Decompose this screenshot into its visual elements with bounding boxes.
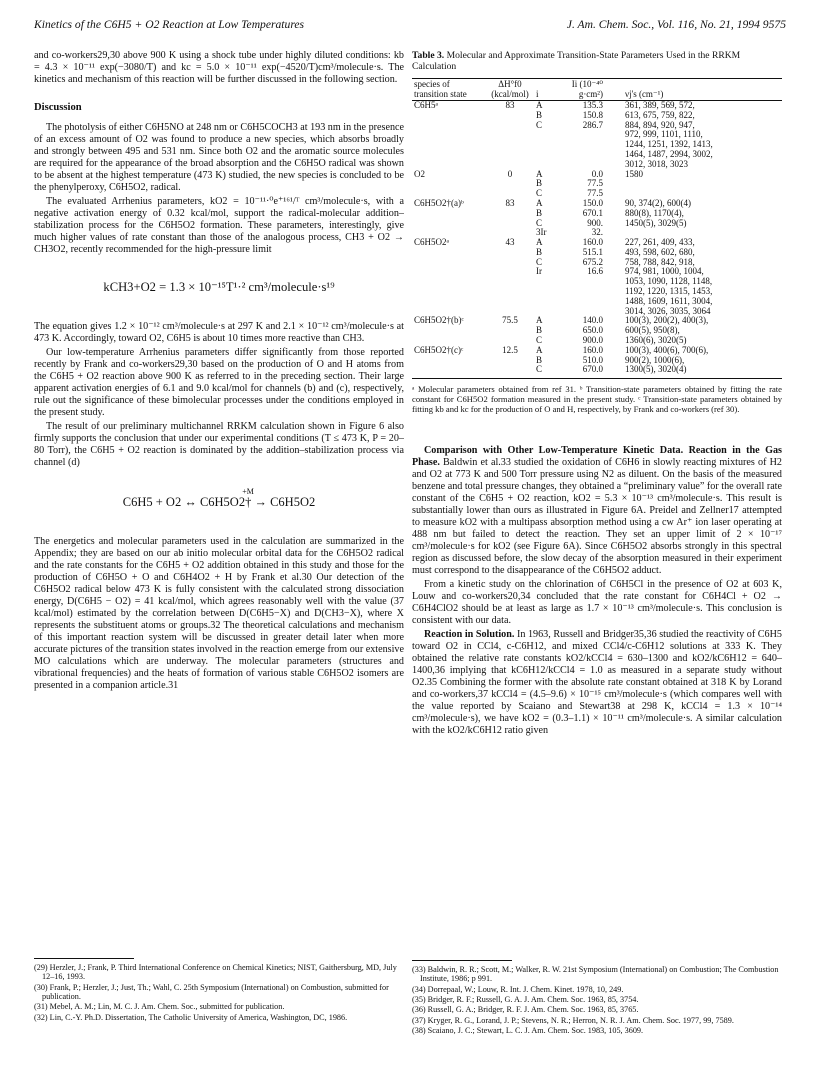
cell-moment <box>556 160 617 170</box>
cell-species: C6H5O2†(c)ᶜ <box>414 344 464 355</box>
cell-species: C6H5ᵃ <box>414 99 438 110</box>
running-header <box>34 18 786 36</box>
cell-frequencies: 1360(6), 3020(5) <box>625 335 687 346</box>
cell-moment: 675.2 <box>582 256 603 267</box>
comparison-heading: Comparison with Other Low-Temperature Kinetic Data. Reaction in the Gas Phase. <box>412 444 782 468</box>
cell-moment: 900.0 <box>582 335 603 346</box>
cell-frequencies <box>617 179 782 189</box>
solution-heading: Reaction in Solution. <box>424 628 515 640</box>
cell-i: B <box>536 325 543 336</box>
cell-moment: 140.0 <box>582 315 603 326</box>
cell-species <box>412 219 486 229</box>
cell-frequencies: 900(2), 1000(6), <box>625 354 685 365</box>
cell-species <box>412 209 486 219</box>
cell-enthalpy <box>486 111 534 121</box>
cell-species <box>412 150 486 160</box>
cell-frequencies: 1450(5), 3029(5) <box>625 217 687 228</box>
cell-enthalpy <box>486 356 534 366</box>
comparison-text-3: In 1963, Russell and Bridger35,36 studied the reactivity of C6H5 toward O2 in CCl4, c-C6H12, and mixed CCl4/c-C6H12 solutions at 333 K. They obtained the relative rate constants kO2/kCCl4 = 630–1300 and kO2/kC6H12 = 640–1400,36 implying that kC6H12/kCCl4 = 1.0 as measured in a separate study without O2.35 Combining the former with the absolute rate constant obtained at 318 K by Lorand and co-workers,37 kCCl4 = (4.5–9.6) × 10⁻¹⁵ cm³/molecule·s (which compares well with the value reported by Scaiano and Stewart38 at 298 K, kCCl4 = 1.3 × 10⁻¹⁴ cm³/molecule·s), we have kO2 = (0.3–1.1) × 10⁻¹¹ cm³/molecule·s. A similar calculation with the kO2/kC6H12 ratio given <box>412 628 782 736</box>
cell-frequencies: 1192, 1220, 1315, 1453, <box>625 286 713 297</box>
reference-33: (33) Baldwin, R. R.; Scott, M.; Walker, R. W. 21st Symposium (International) on Combustion; The Combustion Institute, 1986; p 991. <box>412 965 779 984</box>
cell-enthalpy <box>486 209 534 219</box>
cell-enthalpy <box>486 140 534 150</box>
cell-i <box>534 130 556 140</box>
cell-frequencies: 1464, 1487, 2994, 3002, <box>625 148 713 159</box>
cell-enthalpy <box>486 287 534 297</box>
cell-i: A <box>536 197 543 208</box>
cell-species <box>412 267 486 277</box>
reference-37: (37) Kryger, R. G., Lorand, J. P.; Stevens, N. R.; Herron, N. R. J. Am. Chem. Soc. 1977, 99, 7589. <box>412 1015 734 1025</box>
cell-frequencies: 100(3), 200(2), 400(3), <box>625 315 709 326</box>
comparison-paragraph-2: From a kinetic study on the chlorination of C6H5Cl in the presence of O2 at 603 K, Louw and co-workers20,34 concluded that the rate constant for C6H4Cl + O2 → C6H4ClO2 should be at least as large as 1.7 × 10⁻¹³ cm³/molecule·s. This conclusion is consistent with our data. <box>412 578 782 626</box>
cell-i: B <box>536 207 543 218</box>
cell-frequencies: 613, 675, 759, 822, <box>625 109 695 120</box>
reference-34: (34) Dorrepaal, W.; Louw, R. Int. J. Chem. Kinet. 1978, 10, 249. <box>412 984 624 994</box>
cell-moment: 900. <box>587 217 603 228</box>
cell-frequencies: 758, 788, 842, 918, <box>625 256 695 267</box>
cell-i: A <box>536 344 543 355</box>
cell-moment: 77.5 <box>587 178 603 189</box>
cell-species <box>412 297 486 307</box>
cell-i: A <box>536 315 543 326</box>
cell-enthalpy: 83 <box>505 99 515 110</box>
cell-i: C <box>534 365 556 378</box>
cell-i: B <box>536 246 543 257</box>
table-row <box>412 130 782 140</box>
table-row <box>412 140 782 150</box>
cell-enthalpy <box>486 219 534 229</box>
cell-i: B <box>536 109 543 120</box>
cell-moment: 286.7 <box>582 119 603 130</box>
cell-i <box>534 150 556 160</box>
reference-35: (35) Bridger, R. F.; Russell, G. A. J. Am. Chem. Soc. 1963, 85, 3754. <box>412 995 639 1005</box>
cell-i: C <box>536 188 543 199</box>
cell-frequencies: 880(8), 1170(4), <box>625 207 684 218</box>
table-row <box>412 150 782 160</box>
discussion-paragraph-3: The equation gives 1.2 × 10⁻¹² cm³/molecule·s at 297 K and 2.1 × 10⁻¹² cm³/molecule·s at 473 K. Accordingly, toward O2, C6H5 is about 10 times more reactive than CH3. <box>34 321 404 345</box>
cell-species <box>412 248 486 258</box>
right-column <box>412 50 782 739</box>
cell-enthalpy <box>486 179 534 189</box>
cell-species <box>412 140 486 150</box>
cell-frequencies: 1580 <box>625 168 643 179</box>
comparison-paragraph-1 <box>412 445 782 577</box>
cell-enthalpy <box>486 297 534 307</box>
reference-38: (38) Scaiano, J. C.; Stewart, L. C. J. Am. Chem. Soc. 1983, 105, 3609. <box>412 1026 644 1036</box>
cell-moment: 135.3 <box>582 99 603 110</box>
cell-frequencies: 3012, 3018, 3023 <box>625 158 688 169</box>
cell-enthalpy <box>486 267 534 277</box>
cell-species <box>412 258 486 268</box>
table-footnotes: ᵃ Molecular parameters obtained from ref 31. ᵇ Transition-state parameters obtained by fitting the rate constant for C6H5O2 formation measured in the present study. ᶜ Transition-state parameters obtained by fitting kb and kc for the production of O and H, respectively, by Frank and co-workers (ref 30). <box>412 384 782 414</box>
cell-i <box>534 140 556 150</box>
discussion-paragraph-6: The energetics and molecular parameters used in the calculation are summarized in the Appendix; they are based on our ab initio molecular orbital data for the C6H5O2 radical and the rate constants for the C6H5 + O2 addition obtained in this study and those for the production of C6H5O + O and C6H4O2 + H by Frank et al.30 Our detection of the C6H5O2 radical below 473 K is fully consistent with the calculated strong dissociation energy, D(C6H5 − O2) = 41 kcal/mol, which agrees reasonably well with the value (37 kcal/mol) estimated by the correlation between D(C6H5−X) and D(CH3−X), where X represents the substituent atoms or groups.32 The theoretical calculations and mechanism of this important reaction system will be discussed in greater detail later when more accurate pictures of the transition states involved in the reaction emerge from our extensive MO calculations which are underway. The molecular parameters (structures and vibrational frequencies) and the heats of formation of various stable C6H5O2 isomers are presented in a companion article.31 <box>34 536 404 691</box>
cell-frequencies: 100(3), 400(6), 700(6), <box>625 344 709 355</box>
cell-i: C <box>536 119 543 130</box>
cell-moment: 150.0 <box>582 197 603 208</box>
discussion-paragraph-4: Our low-temperature Arrhenius parameters differ significantly from those reported recently by Frank and co-workers29,30 based on the production of O and H atoms from the C6H5 + O2 reaction above 900 K as referred to in the preceding section. Their large apparent activation energies of 6.1 and 9.0 kcal/mol for channels (b) and (c), respectively, rule out the significance of these bimolecular processes under the conditions employed in the present study. <box>34 347 404 419</box>
cell-enthalpy: 83 <box>505 197 515 208</box>
discussion-paragraph-2: The evaluated Arrhenius parameters, kO2 = 10⁻¹¹·⁰e⁺¹⁶¹/ᵀ cm³/molecule·s, with a negative activation energy of 0.32 kcal/mol, support the radical-molecular addition–stabilization process for the C6H5O2 formation. These parameters, interestingly, give much higher values of rate constant than those of the analogous process, CH3 + O2 → CH3O2, recently recommended for the high-pressure limit <box>34 196 404 256</box>
cell-enthalpy <box>486 121 534 131</box>
cell-i: C <box>536 335 543 346</box>
cell-enthalpy <box>486 248 534 258</box>
discussion-heading: Discussion <box>34 101 82 113</box>
cell-moment <box>556 287 617 297</box>
cell-i: A <box>536 237 543 248</box>
reference-30: (30) Frank, P.; Herzler, J.; Just, Th.; Wahl, C. 25th Symposium (International) on Combustion, submitted for publication. <box>34 982 389 1002</box>
cell-moment: 160.0 <box>582 344 603 355</box>
cell-i: C <box>536 217 543 228</box>
cell-enthalpy <box>486 130 534 140</box>
cell-species <box>412 179 486 189</box>
journal-citation: J. Am. Chem. Soc., Vol. 116, No. 21, 1994 9575 <box>566 18 786 31</box>
cell-moment <box>556 277 617 287</box>
reference-32: (32) Lin, C.-Y. Ph.D. Dissertation, The Catholic University of America, Washington, DC, 1986. <box>34 1012 348 1022</box>
table-body <box>412 100 782 378</box>
cell-moment: 0.0 <box>591 168 603 179</box>
cell-moment: 150.8 <box>582 109 603 120</box>
cell-i <box>534 287 556 297</box>
cell-moment: 670.1 <box>582 207 603 218</box>
right-references <box>412 960 782 1036</box>
comparison-text-1: Baldwin et al.33 studied the oxidation of C6H6 in slowly reacting mixtures of H2 and O2 at 773 K and 500 Torr pressure using N2 as diluent. On the basis of the measured benzene and total pressure changes, they obtained a “preliminary value” for the overall rate constant of the C6H5 + O2 reaction, kO2 = 5.3 × 10⁻¹³ cm³/molecule·s. This result is substantially lower than ours as illustrated in Figure 6A. Preidel and Zellner17 attempted to measure kO2 with a multipass absorption method using a cw Ar⁺ ion laser operating at 488 nm but failed to detect the reaction. They set an upper limit of 2 × 10⁻¹⁷ cm³/molecule·s for kO2 (see Figure 6A). Since C6H5O2 absorbs strongly in this spectral region as discussed before, the slow decay of the absorption measured in their experiment must correspond to the disappearance of the C6H5O2 adduct. <box>412 456 782 576</box>
cell-moment: 16.6 <box>587 266 603 277</box>
cell-frequencies: 493, 598, 602, 680, <box>625 246 695 257</box>
reference-31: (31) Mebel, A. M.; Lin, M. C. J. Am. Chem. Soc., submitted for publication. <box>34 1002 285 1012</box>
table-title: Molecular and Approximate Transition-State Parameters Used in the RRKM Calculation <box>412 50 741 73</box>
cell-moment: 515.1 <box>582 246 603 257</box>
col-header-enthalpy: ΔH°f0 (kcal/mol) <box>486 79 534 101</box>
col-header-species: species of transition state <box>412 79 486 101</box>
col-header-frequencies: νj's (cm⁻¹) <box>617 79 782 101</box>
discussion-paragraph-1: The photolysis of either C6H5NO at 248 nm or C6H5COCH3 at 193 nm in the presence of an excess amount of O2 was found to produce a new species, which absorbs broadly and strongly between 495 and 531 nm. Since both O2 and the aromatic source molecules are required for the appearance of the broad absorption and the C6H5O radical was shown to be absent at the highest temperature (473 K) studied, the new species is concluded to be the phenylperoxy, C6H5O2, radical. <box>34 122 404 194</box>
reaction-third-body: +M <box>242 486 254 496</box>
cell-i: B <box>536 354 543 365</box>
cell-moment <box>556 297 617 307</box>
cell-i: A <box>536 168 543 179</box>
running-title: Kinetics of the C6H5 + O2 Reaction at Low Temperatures <box>34 18 305 31</box>
cell-moment: 670.0 <box>556 365 617 378</box>
table-row <box>412 121 782 131</box>
cell-i: B <box>536 178 543 189</box>
cell-enthalpy: 0 <box>507 168 513 179</box>
col-header-moment: Ii (10⁻⁴⁰ g·cm²) <box>556 79 617 101</box>
discussion-paragraph-5: The result of our preliminary multichannel RRKM calculation shown in Figure 6 also firmly supports the conclusion that under our experimental conditions (T ≤ 473 K, P = 20–80 Torr), the C6H5 + O2 reaction is dominated by the addition–stabilization process via channel (d) <box>34 421 404 468</box>
cell-i <box>534 297 556 307</box>
cell-species <box>412 326 486 336</box>
cell-species <box>412 356 486 366</box>
cell-species <box>412 287 486 297</box>
cell-moment: 510.0 <box>582 354 603 365</box>
cell-frequencies: 227, 261, 409, 433, <box>625 237 695 248</box>
cell-enthalpy: 43 <box>505 237 515 248</box>
left-column <box>34 50 404 694</box>
cell-frequencies: 1488, 1609, 1611, 3004, <box>625 295 713 306</box>
cell-i: A <box>536 99 543 110</box>
reaction-equation: C6H5 + O2 ↔ C6H5O2† → C6H5O2 <box>122 495 316 510</box>
cell-frequencies: 1053, 1090, 1128, 1148, <box>625 276 713 287</box>
table-label: Table 3. <box>412 50 445 61</box>
cell-species <box>412 365 486 378</box>
cell-species <box>412 130 486 140</box>
cell-moment: 77.5 <box>587 188 603 199</box>
cell-enthalpy <box>486 365 534 378</box>
cell-frequencies: 1300(5), 3020(4) <box>617 365 782 378</box>
cell-frequencies: 972, 999, 1101, 1110, <box>625 129 703 140</box>
table-row <box>412 267 782 277</box>
footnote-rule <box>412 960 512 961</box>
table-caption <box>412 50 782 72</box>
cell-moment <box>556 130 617 140</box>
footnote-rule <box>34 958 134 959</box>
cell-moment <box>556 150 617 160</box>
reference-36: (36) Russell, G. A.; Bridger, R. F. J. Am. Chem. Soc. 1963, 85, 3765. <box>412 1005 639 1015</box>
cell-species <box>412 111 486 121</box>
cell-i <box>534 277 556 287</box>
cell-enthalpy: 75.5 <box>502 315 518 326</box>
cell-frequencies: 600(5), 950(8), <box>625 325 680 336</box>
reaction-scheme <box>34 487 404 510</box>
cell-i: 3Ir <box>536 227 547 238</box>
table-row <box>412 277 782 287</box>
reference-29: (29) Herzler, J.; Frank, P. Third International Conference on Chemical Kinetics; NIST, Gaithersburg, MD, July 12–16, 1993. <box>34 963 397 982</box>
cell-species: C6H5O2ᵃ <box>414 237 449 248</box>
table-row <box>412 365 782 378</box>
cell-frequencies: 884, 894, 920, 947, <box>625 119 695 130</box>
cell-enthalpy <box>486 150 534 160</box>
left-references <box>34 958 404 1023</box>
cell-frequencies: 1244, 1251, 1392, 1413, <box>625 139 713 150</box>
table-row <box>412 287 782 297</box>
cell-species: C6H5O2†(a)ᵇ <box>414 197 464 208</box>
cell-enthalpy <box>486 326 534 336</box>
cell-enthalpy <box>486 277 534 287</box>
cell-frequencies: 3014, 3026, 3035, 3064 <box>625 305 711 316</box>
parameters-table <box>412 78 782 379</box>
cell-enthalpy: 12.5 <box>502 344 518 355</box>
cell-moment: 650.0 <box>582 325 603 336</box>
cell-i: C <box>536 256 543 267</box>
cell-species: O2 <box>414 168 425 179</box>
cell-frequencies: 90, 374(2), 600(4) <box>625 197 691 208</box>
cell-i: Ir <box>536 266 542 277</box>
cell-moment <box>556 140 617 150</box>
comparison-paragraph-3 <box>412 629 782 737</box>
intro-paragraph: and co-workers29,30 above 900 K using a shock tube under highly diluted conditions: kb = 4.3 × 10⁻¹¹ exp(−3080/T) and kc = 5.0 × 10⁻¹¹ exp(−4520/T)cm³/molecule·s. The kinetics and mechanism of this reaction will be further discussed in the following section. <box>34 50 404 85</box>
rate-equation: kCH3+O2 = 1.3 × 10⁻¹⁵T¹·² cm³/molecule·s¹⁹ <box>103 280 335 295</box>
table-row <box>412 297 782 307</box>
cell-moment: 160.0 <box>582 237 603 248</box>
cell-species: C6H5O2†(b)ᶜ <box>414 315 464 326</box>
cell-species <box>412 121 486 131</box>
col-header-i: i <box>534 79 556 101</box>
cell-frequencies: 974, 981, 1000, 1004, <box>625 266 704 277</box>
cell-species <box>412 277 486 287</box>
cell-moment: 32. <box>591 227 603 238</box>
cell-enthalpy <box>486 258 534 268</box>
cell-frequencies: 361, 389, 569, 572, <box>625 99 695 110</box>
